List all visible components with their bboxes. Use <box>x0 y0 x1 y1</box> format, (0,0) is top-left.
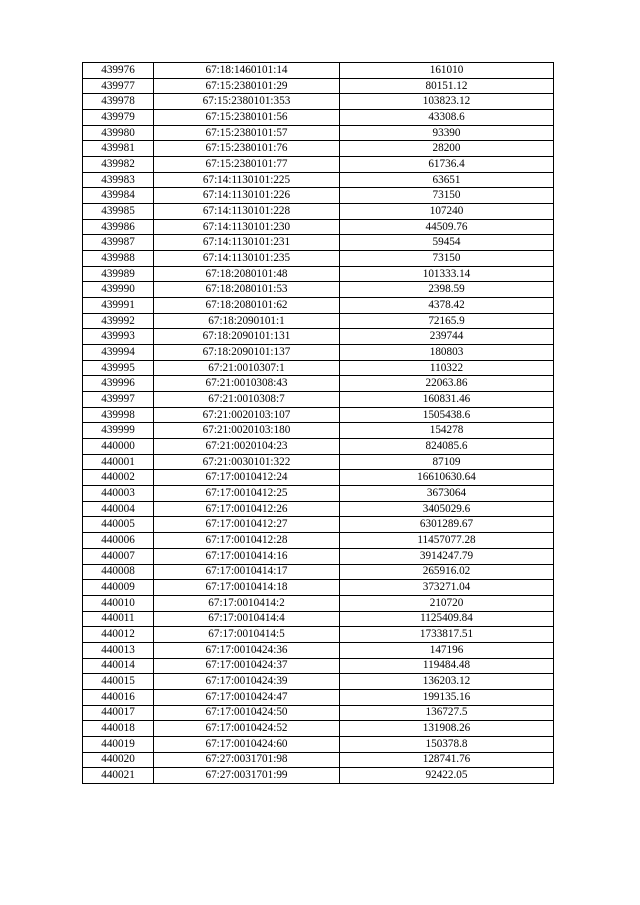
cadastral-number-cell: 67:15:2380101:56 <box>154 110 340 126</box>
row-number-cell: 439996 <box>83 376 154 392</box>
row-number-cell: 439988 <box>83 251 154 267</box>
table-row <box>83 454 554 470</box>
value-cell: 80151.12 <box>340 78 554 94</box>
table-row <box>83 251 554 267</box>
data-table <box>82 62 554 784</box>
table-row <box>83 298 554 314</box>
value-cell: 210720 <box>340 595 554 611</box>
table-row <box>83 172 554 188</box>
value-cell: 199135.16 <box>340 689 554 705</box>
row-number-cell: 440018 <box>83 721 154 737</box>
table-row <box>83 125 554 141</box>
value-cell: 87109 <box>340 454 554 470</box>
cadastral-number-cell: 67:21:0020103:107 <box>154 407 340 423</box>
table-row <box>83 188 554 204</box>
table-row <box>83 517 554 533</box>
table-row <box>83 470 554 486</box>
row-number-cell: 440019 <box>83 736 154 752</box>
value-cell: 131908.26 <box>340 721 554 737</box>
row-number-cell: 439992 <box>83 313 154 329</box>
table-row <box>83 94 554 110</box>
table-row <box>83 705 554 721</box>
row-number-cell: 440014 <box>83 658 154 674</box>
cadastral-number-cell: 67:17:0010414:16 <box>154 548 340 564</box>
cadastral-number-cell: 67:18:2080101:48 <box>154 266 340 282</box>
row-number-cell: 439994 <box>83 345 154 361</box>
table-row <box>83 689 554 705</box>
table-row <box>83 611 554 627</box>
table-row <box>83 78 554 94</box>
cadastral-number-cell: 67:14:1130101:235 <box>154 251 340 267</box>
value-cell: 101333.14 <box>340 266 554 282</box>
table-row <box>83 157 554 173</box>
value-cell: 136203.12 <box>340 674 554 690</box>
row-number-cell: 439997 <box>83 392 154 408</box>
row-number-cell: 440017 <box>83 705 154 721</box>
table-row <box>83 658 554 674</box>
cadastral-number-cell: 67:14:1130101:225 <box>154 172 340 188</box>
table-row <box>83 313 554 329</box>
row-number-cell: 440010 <box>83 595 154 611</box>
cadastral-number-cell: 67:21:0010308:43 <box>154 376 340 392</box>
value-cell: 28200 <box>340 141 554 157</box>
row-number-cell: 439979 <box>83 110 154 126</box>
table-row <box>83 768 554 784</box>
table-row <box>83 219 554 235</box>
value-cell: 161010 <box>340 63 554 79</box>
cadastral-number-cell: 67:21:0020104:23 <box>154 439 340 455</box>
table-row <box>83 423 554 439</box>
cadastral-number-cell: 67:17:0010424:47 <box>154 689 340 705</box>
row-number-cell: 439998 <box>83 407 154 423</box>
value-cell: 6301289.67 <box>340 517 554 533</box>
value-cell: 16610630.64 <box>340 470 554 486</box>
table-row <box>83 376 554 392</box>
table-row <box>83 564 554 580</box>
cadastral-number-cell: 67:17:0010414:17 <box>154 564 340 580</box>
value-cell: 11457077.28 <box>340 533 554 549</box>
row-number-cell: 439991 <box>83 298 154 314</box>
value-cell: 72165.9 <box>340 313 554 329</box>
cadastral-number-cell: 67:18:1460101:14 <box>154 63 340 79</box>
cadastral-number-cell: 67:15:2380101:76 <box>154 141 340 157</box>
value-cell: 3405029.6 <box>340 501 554 517</box>
table-row <box>83 345 554 361</box>
cadastral-number-cell: 67:15:2380101:29 <box>154 78 340 94</box>
cadastral-number-cell: 67:14:1130101:228 <box>154 204 340 220</box>
cadastral-number-cell: 67:18:2080101:62 <box>154 298 340 314</box>
row-number-cell: 440003 <box>83 486 154 502</box>
value-cell: 150378.8 <box>340 736 554 752</box>
cadastral-number-cell: 67:17:0010412:26 <box>154 501 340 517</box>
cadastral-number-cell: 67:17:0010424:52 <box>154 721 340 737</box>
cadastral-number-cell: 67:17:0010424:37 <box>154 658 340 674</box>
row-number-cell: 440004 <box>83 501 154 517</box>
table-row <box>83 721 554 737</box>
table-row <box>83 580 554 596</box>
row-number-cell: 439978 <box>83 94 154 110</box>
table-row <box>83 627 554 643</box>
row-number-cell: 440005 <box>83 517 154 533</box>
value-cell: 119484.48 <box>340 658 554 674</box>
cadastral-number-cell: 67:17:0010414:4 <box>154 611 340 627</box>
row-number-cell: 440015 <box>83 674 154 690</box>
row-number-cell: 440001 <box>83 454 154 470</box>
value-cell: 147196 <box>340 642 554 658</box>
row-number-cell: 439984 <box>83 188 154 204</box>
cadastral-number-cell: 67:18:2090101:137 <box>154 345 340 361</box>
value-cell: 93390 <box>340 125 554 141</box>
cadastral-number-cell: 67:17:0010412:27 <box>154 517 340 533</box>
table-row <box>83 204 554 220</box>
value-cell: 73150 <box>340 251 554 267</box>
cadastral-number-cell: 67:17:0010412:25 <box>154 486 340 502</box>
value-cell: 22063.86 <box>340 376 554 392</box>
value-cell: 110322 <box>340 360 554 376</box>
cadastral-number-cell: 67:17:0010414:5 <box>154 627 340 643</box>
table-row <box>83 360 554 376</box>
table-row <box>83 407 554 423</box>
row-number-cell: 440006 <box>83 533 154 549</box>
value-cell: 180803 <box>340 345 554 361</box>
row-number-cell: 439987 <box>83 235 154 251</box>
value-cell: 239744 <box>340 329 554 345</box>
value-cell: 3673064 <box>340 486 554 502</box>
cadastral-number-cell: 67:21:0020103:180 <box>154 423 340 439</box>
value-cell: 73150 <box>340 188 554 204</box>
table-row <box>83 329 554 345</box>
table-row <box>83 235 554 251</box>
value-cell: 824085.6 <box>340 439 554 455</box>
row-number-cell: 439999 <box>83 423 154 439</box>
row-number-cell: 439989 <box>83 266 154 282</box>
row-number-cell: 440008 <box>83 564 154 580</box>
row-number-cell: 440000 <box>83 439 154 455</box>
cadastral-number-cell: 67:14:1130101:230 <box>154 219 340 235</box>
table-row <box>83 674 554 690</box>
cadastral-number-cell: 67:14:1130101:226 <box>154 188 340 204</box>
value-cell: 92422.05 <box>340 768 554 784</box>
row-number-cell: 439981 <box>83 141 154 157</box>
row-number-cell: 440009 <box>83 580 154 596</box>
value-cell: 61736.4 <box>340 157 554 173</box>
value-cell: 160831.46 <box>340 392 554 408</box>
row-number-cell: 439983 <box>83 172 154 188</box>
row-number-cell: 440021 <box>83 768 154 784</box>
value-cell: 1733817.51 <box>340 627 554 643</box>
cadastral-number-cell: 67:18:2080101:53 <box>154 282 340 298</box>
cadastral-number-cell: 67:21:0030101:322 <box>154 454 340 470</box>
cadastral-number-cell: 67:17:0010424:60 <box>154 736 340 752</box>
cadastral-number-cell: 67:17:0010424:50 <box>154 705 340 721</box>
table-row <box>83 439 554 455</box>
value-cell: 4378.42 <box>340 298 554 314</box>
value-cell: 44509.76 <box>340 219 554 235</box>
row-number-cell: 439993 <box>83 329 154 345</box>
value-cell: 265916.02 <box>340 564 554 580</box>
cadastral-number-cell: 67:18:2090101:131 <box>154 329 340 345</box>
row-number-cell: 439985 <box>83 204 154 220</box>
cadastral-number-cell: 67:17:0010424:39 <box>154 674 340 690</box>
value-cell: 373271.04 <box>340 580 554 596</box>
value-cell: 2398.59 <box>340 282 554 298</box>
cadastral-number-cell: 67:17:0010412:28 <box>154 533 340 549</box>
row-number-cell: 440012 <box>83 627 154 643</box>
row-number-cell: 440007 <box>83 548 154 564</box>
table-row <box>83 63 554 79</box>
table-row <box>83 736 554 752</box>
cadastral-number-cell: 67:17:0010412:24 <box>154 470 340 486</box>
row-number-cell: 439990 <box>83 282 154 298</box>
value-cell: 1505438.6 <box>340 407 554 423</box>
table-row <box>83 501 554 517</box>
value-cell: 154278 <box>340 423 554 439</box>
value-cell: 1125409.84 <box>340 611 554 627</box>
row-number-cell: 440011 <box>83 611 154 627</box>
cadastral-number-cell: 67:17:0010414:18 <box>154 580 340 596</box>
row-number-cell: 439977 <box>83 78 154 94</box>
table-row <box>83 282 554 298</box>
cadastral-number-cell: 67:14:1130101:231 <box>154 235 340 251</box>
cadastral-number-cell: 67:17:0010414:2 <box>154 595 340 611</box>
table-row <box>83 595 554 611</box>
table-row <box>83 110 554 126</box>
table-row <box>83 752 554 768</box>
row-number-cell: 439976 <box>83 63 154 79</box>
table-row <box>83 548 554 564</box>
table-row <box>83 266 554 282</box>
value-cell: 43308.6 <box>340 110 554 126</box>
row-number-cell: 439980 <box>83 125 154 141</box>
cadastral-number-cell: 67:17:0010424:36 <box>154 642 340 658</box>
cadastral-number-cell: 67:21:0010308:7 <box>154 392 340 408</box>
value-cell: 59454 <box>340 235 554 251</box>
table-row <box>83 486 554 502</box>
cadastral-number-cell: 67:15:2380101:77 <box>154 157 340 173</box>
value-cell: 103823.12 <box>340 94 554 110</box>
cadastral-number-cell: 67:15:2380101:57 <box>154 125 340 141</box>
table-body <box>83 63 554 784</box>
table-row <box>83 392 554 408</box>
row-number-cell: 440002 <box>83 470 154 486</box>
row-number-cell: 440016 <box>83 689 154 705</box>
table-row <box>83 141 554 157</box>
cadastral-number-cell: 67:21:0010307:1 <box>154 360 340 376</box>
value-cell: 128741.76 <box>340 752 554 768</box>
row-number-cell: 439986 <box>83 219 154 235</box>
value-cell: 107240 <box>340 204 554 220</box>
cadastral-number-cell: 67:27:0031701:98 <box>154 752 340 768</box>
cadastral-number-cell: 67:18:2090101:1 <box>154 313 340 329</box>
row-number-cell: 439982 <box>83 157 154 173</box>
cadastral-number-cell: 67:27:0031701:99 <box>154 768 340 784</box>
data-table-container <box>82 62 554 784</box>
table-row <box>83 533 554 549</box>
value-cell: 63651 <box>340 172 554 188</box>
row-number-cell: 440020 <box>83 752 154 768</box>
row-number-cell: 440013 <box>83 642 154 658</box>
row-number-cell: 439995 <box>83 360 154 376</box>
value-cell: 3914247.79 <box>340 548 554 564</box>
cadastral-number-cell: 67:15:2380101:353 <box>154 94 340 110</box>
value-cell: 136727.5 <box>340 705 554 721</box>
table-row <box>83 642 554 658</box>
